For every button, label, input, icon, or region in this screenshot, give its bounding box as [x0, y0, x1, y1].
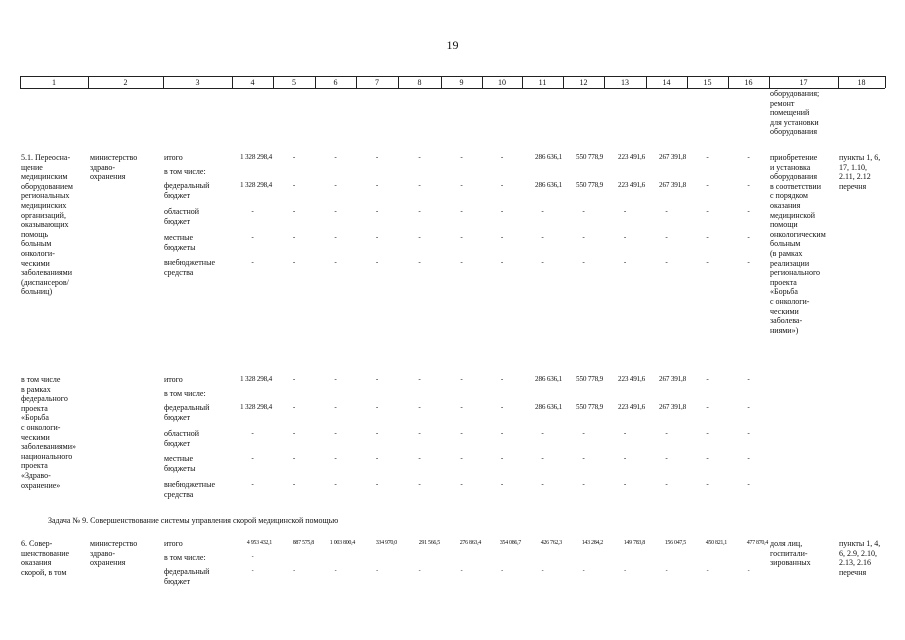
amount-cell: -: [375, 454, 379, 462]
amount-cell: -: [418, 454, 421, 462]
amount-cell: 223 491,6: [618, 375, 645, 383]
funding-source-label: итого: [164, 153, 183, 162]
amount-cell: -: [334, 403, 337, 411]
amount-cell: -: [418, 207, 421, 215]
amount-cell: -: [418, 403, 421, 411]
amount-cell: -: [623, 233, 627, 241]
amount-cell: 550 778,9: [576, 375, 603, 383]
amount-cell: 550 778,9: [576, 181, 603, 189]
amount-cell: 286 636,1: [535, 153, 562, 161]
amount-cell: -: [418, 233, 421, 241]
amount-cell: -: [251, 233, 254, 241]
amount-cell: -: [292, 403, 296, 411]
amount-cell: -: [706, 258, 709, 266]
amount-cell: -: [292, 207, 296, 215]
amount-cell: 267 391,8: [659, 181, 686, 189]
amount-cell: -: [460, 454, 463, 462]
amount-cell: -: [500, 480, 504, 488]
amount-cell: -: [500, 403, 504, 411]
amount-cell: -: [334, 153, 337, 161]
amount-cell: -: [251, 207, 254, 215]
amount-cell: 291 566,5: [418, 540, 440, 546]
funding-source-label: местные бюджеты: [164, 233, 196, 252]
amount-cell: -: [706, 480, 709, 488]
header-top-border: [20, 76, 885, 77]
amount-cell: -: [334, 233, 337, 241]
column-header: 7: [375, 78, 379, 87]
amount-cell: -: [623, 258, 627, 266]
amount-cell: -: [582, 258, 585, 266]
amount-cell: -: [375, 153, 379, 161]
column-header: 18: [857, 78, 866, 87]
amount-cell: -: [500, 258, 504, 266]
amount-cell: -: [665, 258, 668, 266]
amount-cell: -: [251, 429, 254, 437]
amount-cell: -: [706, 153, 709, 161]
column-header: 10: [498, 78, 506, 87]
column-header: 11: [538, 78, 547, 87]
amount-cell: -: [747, 153, 750, 161]
funding-source-label: областной бюджет: [164, 207, 200, 226]
funding-source-label: областной бюджет: [164, 429, 200, 448]
amount-cell: -: [375, 429, 379, 437]
amount-cell: -: [460, 258, 463, 266]
amount-cell: -: [251, 454, 254, 462]
amount-cell: -: [541, 568, 544, 574]
amount-cell: -: [375, 258, 379, 266]
amount-cell: -: [292, 258, 296, 266]
amount-cell: -: [292, 233, 296, 241]
amount-cell: -: [292, 429, 296, 437]
column-header: 3: [195, 78, 200, 87]
amount-cell: -: [665, 207, 668, 215]
amount-cell: -: [747, 207, 750, 215]
amount-cell: -: [500, 429, 504, 437]
amount-cell: -: [375, 403, 379, 411]
amount-cell: 1 003 800,4: [329, 540, 355, 546]
amount-cell: -: [747, 403, 750, 411]
amount-cell: -: [418, 480, 421, 488]
amount-cell: -: [582, 233, 585, 241]
amount-cell: 1 328 298,4: [240, 181, 272, 189]
amount-cell: -: [747, 454, 750, 462]
amount-cell: -: [375, 233, 379, 241]
amount-cell: -: [706, 568, 709, 574]
funding-source-label: в том числе:: [164, 167, 206, 176]
amount-cell: 1 328 298,4: [240, 153, 272, 161]
amount-cell: 223 491,6: [618, 403, 645, 411]
funding-source-label: местные бюджеты: [164, 454, 196, 473]
amount-cell: -: [375, 375, 379, 383]
column-header: 14: [662, 78, 671, 87]
amount-cell: -: [665, 568, 668, 574]
amount-cell: -: [665, 454, 668, 462]
amount-cell: -: [460, 233, 463, 241]
amount-cell: 267 391,8: [659, 403, 686, 411]
amount-cell: -: [334, 454, 337, 462]
amount-cell: -: [582, 568, 585, 574]
amount-cell: 276 863,4: [459, 540, 481, 546]
executor-name: министерство здраво- охранения: [90, 153, 138, 182]
amount-cell: 550 778,9: [576, 153, 603, 161]
amount-cell: -: [292, 480, 296, 488]
amount-cell: -: [251, 258, 254, 266]
amount-cell: -: [706, 403, 709, 411]
amount-cell: 887 575,8: [292, 540, 314, 546]
amount-cell: -: [375, 480, 379, 488]
amount-cell: -: [747, 429, 750, 437]
amount-cell: -: [500, 207, 504, 215]
amount-cell: -: [460, 207, 463, 215]
amount-cell: -: [251, 568, 254, 574]
header-bottom-border: [20, 88, 885, 89]
amount-cell: 267 391,8: [659, 153, 686, 161]
amount-cell: 477 870,4: [746, 540, 768, 546]
amount-cell: -: [418, 429, 421, 437]
amount-cell: -: [623, 454, 627, 462]
target-indicators: пункты 1, 6, 17, 1.10, 2.11, 2.12 перечня: [839, 153, 881, 191]
amount-cell: -: [747, 233, 750, 241]
amount-cell: 354 086,7: [499, 540, 521, 546]
amount-cell: -: [500, 181, 504, 189]
funding-source-label: в том числе:: [164, 553, 206, 562]
column-header: 6: [333, 78, 338, 87]
amount-cell: -: [747, 480, 750, 488]
amount-cell: 223 491,6: [618, 153, 645, 161]
amount-cell: -: [665, 233, 668, 241]
column-header: 9: [459, 78, 464, 87]
amount-cell: -: [292, 181, 296, 189]
amount-cell: -: [747, 258, 750, 266]
amount-cell: -: [747, 181, 750, 189]
amount-cell: -: [582, 429, 585, 437]
amount-cell: -: [460, 375, 463, 383]
funding-source-label: внебюджетные средства: [164, 258, 215, 277]
amount-cell: -: [460, 568, 463, 574]
amount-cell: -: [582, 480, 585, 488]
amount-cell: -: [747, 568, 750, 574]
amount-cell: -: [624, 568, 626, 574]
column-header: 5: [292, 78, 296, 87]
amount-cell: 286 636,1: [535, 375, 562, 383]
amount-cell: -: [292, 153, 296, 161]
amount-cell: 426 762,3: [540, 540, 562, 546]
amount-cell: 223 491,6: [618, 181, 645, 189]
funding-source-label: в том числе:: [164, 389, 206, 398]
amount-cell: -: [665, 429, 668, 437]
amount-cell: -: [460, 480, 463, 488]
activity-description: доля лиц, госпитали- зированных: [770, 539, 811, 568]
column-header: 13: [621, 78, 629, 87]
funding-source-label: федеральный бюджет: [164, 403, 210, 422]
amount-cell: -: [706, 454, 709, 462]
amount-cell: -: [334, 207, 337, 215]
amount-cell: -: [334, 429, 337, 437]
column-header: 1: [52, 78, 56, 87]
amount-cell: -: [541, 429, 544, 437]
column-header: 8: [417, 78, 422, 87]
header-column-border: [885, 76, 886, 88]
amount-cell: -: [501, 568, 503, 574]
amount-cell: -: [418, 568, 421, 574]
amount-cell: 334 970,0: [375, 540, 397, 546]
amount-cell: -: [334, 480, 337, 488]
activity-title: 6. Совер- шенствование оказания скорой, в том: [21, 539, 70, 577]
amount-cell: 267 391,8: [659, 375, 686, 383]
amount-cell: -: [251, 480, 254, 488]
amount-cell: -: [706, 429, 709, 437]
amount-cell: -: [500, 153, 504, 161]
column-header: 16: [744, 78, 753, 87]
amount-cell: -: [376, 568, 378, 574]
amount-cell: -: [460, 429, 463, 437]
amount-cell: -: [747, 375, 750, 383]
amount-cell: -: [541, 233, 544, 241]
amount-cell: 286 636,1: [535, 403, 562, 411]
task-heading: Задача № 9. Совершенствование системы управления скорой медицинской помощью: [48, 516, 339, 525]
amount-cell: -: [460, 153, 463, 161]
amount-cell: -: [706, 181, 709, 189]
amount-cell: 1 328 298,4: [240, 375, 272, 383]
funding-source-label: внебюджетные средства: [164, 480, 215, 499]
amount-cell: -: [418, 181, 421, 189]
amount-cell: -: [665, 480, 668, 488]
amount-cell: 4 953 432,1: [246, 540, 272, 546]
amount-cell: 156 047,5: [664, 540, 686, 546]
amount-cell: -: [418, 375, 421, 383]
amount-cell: -: [500, 375, 504, 383]
amount-cell: 143 284,2: [581, 540, 603, 546]
funding-source-label: федеральный бюджет: [164, 567, 210, 586]
column-header: 4: [250, 78, 255, 87]
column-header: 17: [799, 78, 808, 87]
amount-cell: -: [292, 375, 296, 383]
amount-cell: -: [334, 181, 337, 189]
amount-cell: 550 778,9: [576, 403, 603, 411]
amount-cell: -: [334, 568, 337, 574]
amount-cell: 450 821,1: [705, 540, 727, 546]
column-header: 12: [579, 78, 588, 87]
amount-cell: -: [706, 207, 709, 215]
amount-cell: -: [541, 480, 544, 488]
funding-source-label: итого: [164, 375, 183, 384]
amount-cell: -: [251, 554, 254, 560]
amount-cell: -: [541, 454, 544, 462]
amount-cell: -: [623, 480, 627, 488]
amount-cell: -: [334, 258, 337, 266]
amount-cell: -: [418, 258, 421, 266]
amount-cell: -: [293, 568, 295, 574]
amount-cell: -: [623, 429, 627, 437]
amount-cell: -: [623, 207, 627, 215]
amount-cell: -: [418, 153, 421, 161]
page-number: 19: [446, 38, 459, 52]
target-indicators: пункты 1, 4, 6, 2.9, 2.10, 2.13, 2.16 перечня: [839, 539, 881, 577]
column-header: 15: [703, 78, 712, 87]
amount-cell: 286 636,1: [535, 181, 562, 189]
amount-cell: -: [706, 375, 709, 383]
column-header: 2: [123, 78, 128, 87]
executor-name: министерство здраво- охранения: [90, 539, 138, 568]
amount-cell: -: [706, 233, 709, 241]
amount-cell: 1 328 298,4: [240, 403, 272, 411]
amount-cell: -: [334, 375, 337, 383]
funding-source-label: федеральный бюджет: [164, 181, 210, 200]
activity-description: оборудования; ремонт помещений для установки оборудования: [770, 89, 820, 137]
amount-cell: -: [460, 181, 463, 189]
amount-cell: -: [375, 207, 379, 215]
amount-cell: -: [541, 258, 544, 266]
amount-cell: 149 783,8: [623, 540, 645, 546]
amount-cell: -: [375, 181, 379, 189]
activity-title: 5.1. Переосна- щение медицинским оборудованием региональных медицинских организаций, оказывающих помощь больным онкологи- ческими заболеваниями (диспансеров/ больниц): [21, 153, 73, 297]
amount-cell: -: [500, 233, 504, 241]
funding-source-label: итого: [164, 539, 183, 548]
activity-title: в том числе в рамках федерального проекта «Борьба с онкологи- ческими заболеваниями» национального проекта «Здраво- охранение»: [21, 375, 77, 490]
amount-cell: -: [292, 454, 296, 462]
amount-cell: -: [460, 403, 463, 411]
amount-cell: -: [500, 454, 504, 462]
amount-cell: -: [582, 454, 585, 462]
activity-description: приобретение и установка оборудования в соответствии с порядком оказания медицинской помощи онкологическим больным (в рамках реализации регионального проекта «Борьба с онкологи- ческими заболева- ниями»): [770, 153, 826, 335]
amount-cell: -: [541, 207, 544, 215]
amount-cell: -: [582, 207, 585, 215]
